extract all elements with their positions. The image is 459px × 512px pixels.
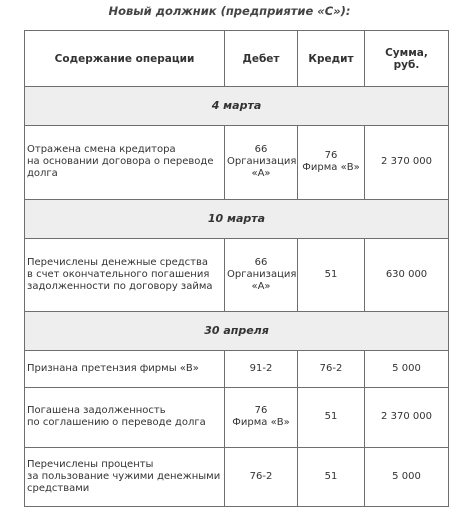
header-operation: Содержание операции: [25, 31, 225, 87]
date-row: [25, 87, 449, 126]
ledger-body: [25, 87, 449, 507]
header-amount-line2: руб.: [393, 58, 420, 71]
credit-cell: [298, 238, 365, 312]
operation-cell: [25, 125, 225, 199]
debit-text-line: Организация: [227, 156, 297, 168]
operation-cell: [25, 447, 225, 506]
operation-text-line: в счет окончательного погашения: [27, 268, 210, 280]
table-row: [25, 238, 449, 312]
table-row: [25, 125, 449, 199]
credit-text-line: 51: [324, 268, 338, 280]
debit-text-line: «А»: [251, 168, 271, 180]
date-cell: 4 марта: [25, 87, 449, 126]
header-row: [25, 31, 449, 87]
operation-text-line: Перечислены денежные средства: [27, 256, 209, 268]
header-debit: Дебет: [225, 31, 298, 87]
debit-text-line: 66: [254, 256, 268, 268]
table-caption: Новый должник (предприятие «С»):: [108, 4, 351, 18]
operation-cell: [25, 388, 225, 447]
header-amount: [365, 31, 449, 87]
ledger-table: [24, 30, 449, 507]
debit-text-line: 76: [254, 405, 268, 417]
credit-cell: [298, 388, 365, 447]
credit-text-line: 51: [324, 411, 338, 423]
operation-text-line: средствами: [27, 482, 90, 494]
operation-text-line: Перечислены проценты: [27, 458, 154, 470]
amount-cell: 2 370 000: [365, 388, 449, 447]
debit-text-line: 76-2: [249, 470, 273, 482]
debit-cell: [225, 351, 298, 388]
date-row: [25, 312, 449, 351]
credit-cell: [298, 125, 365, 199]
amount-cell: 2 370 000: [365, 125, 449, 199]
operation-text-line: на основании договора о переводе: [27, 156, 214, 168]
date-cell: 30 апреля: [25, 312, 449, 351]
table-row: [25, 447, 449, 506]
operation-text-line: задолженности по договору займа: [27, 280, 213, 292]
operation-text-line: долга: [27, 168, 58, 180]
credit-text-line: Фирма «В»: [302, 162, 360, 174]
debit-cell: [225, 388, 298, 447]
debit-text-line: «А»: [251, 280, 271, 292]
debit-cell: [225, 447, 298, 506]
date-row: [25, 199, 449, 238]
operation-text-line: Погашена задолженность: [27, 405, 166, 417]
debit-text-line: 91-2: [249, 363, 273, 375]
table-row: [25, 351, 449, 388]
operation-text-line: Признана претензия фирмы «В»: [27, 363, 199, 375]
date-cell: 10 марта: [25, 199, 449, 238]
header-credit: Кредит: [298, 31, 365, 87]
debit-text-line: 66: [254, 144, 268, 156]
operation-text-line: по соглашению о переводе долга: [27, 417, 206, 429]
operation-text-line: за пользование чужими денежными: [27, 470, 221, 482]
amount-cell: 5 000: [365, 351, 449, 388]
operation-cell: [25, 238, 225, 312]
table-row: [25, 388, 449, 447]
debit-cell: [225, 238, 298, 312]
credit-text-line: 76-2: [319, 363, 343, 375]
amount-cell: 630 000: [365, 238, 449, 312]
credit-text-line: 76: [324, 150, 338, 162]
debit-cell: [225, 125, 298, 199]
operation-cell: [25, 351, 225, 388]
debit-text-line: Фирма «В»: [232, 417, 290, 429]
credit-cell: [298, 447, 365, 506]
operation-text-line: Отражена смена кредитора: [27, 144, 176, 156]
header-amount-line1: Сумма,: [385, 46, 428, 59]
debit-text-line: Организация: [227, 268, 297, 280]
amount-cell: 5 000: [365, 447, 449, 506]
credit-text-line: 51: [324, 470, 338, 482]
credit-cell: [298, 351, 365, 388]
